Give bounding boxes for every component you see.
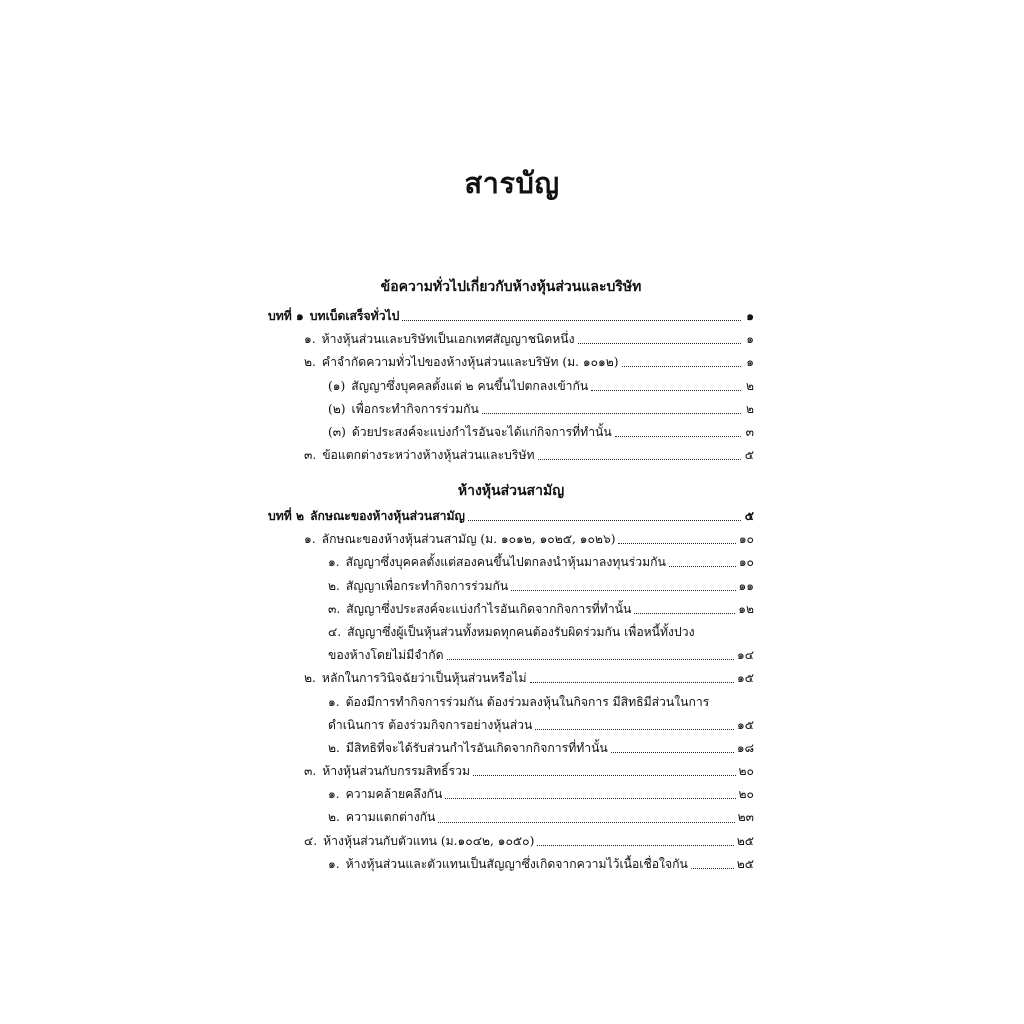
page-number: ๒๕ [736, 856, 754, 871]
entry-title: ลักษณะของห้างหุ้นส่วนสามัญ (ม. ๑๐๑๒, ๑๐๒๕, ๑๐๒๖) [321, 532, 616, 547]
section-heading-general: ข้อความทั่วไปเกี่ยวกับห้างหุ้นส่วนและบริษัท [380, 279, 642, 295]
page-number: ๑๕ [737, 717, 754, 732]
entry-title: สัญญาซึ่งผู้เป็นหุ้นส่วนทั้งหมดทุกคนต้องรับผิดร่วมกัน เพื่อหนี้ทั้งปวง [347, 624, 695, 639]
entry-number: ๓. [304, 448, 317, 463]
page-title: สารบัญ [464, 166, 560, 200]
toc-entry[interactable] [268, 575, 754, 598]
dot-leader [578, 343, 741, 344]
toc-entry[interactable] [268, 830, 754, 853]
entry-number: ๒. [304, 671, 316, 686]
toc-entry[interactable] [268, 375, 754, 398]
entry-title: ความแตกต่างกัน [345, 810, 436, 825]
dot-leader [447, 659, 735, 660]
dot-leader [669, 566, 736, 567]
dot-leader [511, 590, 735, 591]
entry-title: ความคล้ายคลึงกัน [345, 787, 443, 802]
toc-entry[interactable] [268, 621, 754, 644]
entry-number: ๑. [328, 856, 340, 871]
page-number: ๑๒ [738, 601, 754, 616]
entry-title: ห้างหุ้นส่วนและบริษัทเป็นเอกเทศสัญญาชนิดหนึ่ง [321, 332, 575, 347]
entry-title: ลักษณะของห้างหุ้นส่วนสามัญ [310, 509, 465, 523]
dot-leader [537, 845, 733, 846]
page-number: ๑ [746, 309, 754, 323]
entry-title: ด้วยประสงค์จะแบ่งกำไรอันจะได้แก่กิจการที่ทำนั้น [351, 424, 612, 439]
entry-number: ๒. [328, 810, 340, 825]
toc-entry[interactable] [268, 806, 754, 829]
dot-leader [622, 366, 741, 367]
page-number: ๑๑ [738, 578, 754, 593]
toc-entry-chapter-2[interactable] [268, 505, 754, 528]
entry-title: เพื่อกระทำกิจการร่วมกัน [351, 401, 479, 416]
toc-entry[interactable] [268, 328, 754, 351]
toc-entry[interactable] [268, 783, 754, 806]
dot-leader [530, 682, 734, 683]
toc-entry[interactable] [268, 398, 754, 421]
entry-number: ๓. [328, 601, 341, 616]
dot-leader [482, 413, 741, 414]
toc-section-ordinary-partnership [268, 505, 754, 876]
page-number: ๑๐ [738, 555, 754, 570]
entry-number: บทที่ ๒ [268, 509, 305, 523]
entry-title: สัญญาซึ่งประสงค์จะแบ่งกำไรอันเกิดจากกิจการที่ทำนั้น [346, 601, 632, 616]
entry-title: ห้างหุ้นส่วนกับกรรมสิทธิ์รวม [322, 764, 470, 779]
dot-leader [402, 320, 741, 321]
dot-leader [615, 436, 741, 437]
toc-entry[interactable] [268, 528, 754, 551]
page-number: ๑ [746, 355, 754, 370]
entry-title: หลักในการวินิจฉัยว่าเป็นหุ้นส่วนหรือไม่ [321, 671, 527, 686]
dot-leader [468, 520, 741, 521]
toc-entry-continuation[interactable] [268, 714, 754, 737]
entry-number: ๒. [328, 578, 340, 593]
toc-entry[interactable] [268, 351, 754, 374]
page-number: ๑๘ [736, 740, 754, 755]
page-number: ๑ [746, 332, 754, 347]
toc-entry[interactable] [268, 421, 754, 444]
entry-number: ๑. [328, 555, 340, 570]
toc-entry[interactable] [268, 667, 754, 690]
dot-leader [538, 459, 741, 460]
entry-number: ๑. [328, 787, 340, 802]
page-number: ๑๐ [738, 532, 754, 547]
entry-number: ๑. [328, 694, 340, 709]
entry-number: ๑. [304, 532, 316, 547]
entry-number: (๒) [328, 401, 346, 416]
entry-title: ห้างหุ้นส่วนและตัวแทนเป็นสัญญาซึ่งเกิดจากความไว้เนื้อเชื่อใจกัน [345, 856, 688, 871]
toc-entry[interactable] [268, 444, 754, 467]
entry-number: (๓) [328, 424, 346, 439]
toc-entry-chapter-1[interactable] [268, 305, 754, 328]
entry-title: บทเบ็ดเสร็จทั่วไป [309, 309, 400, 323]
page-number: ๒ [745, 378, 754, 393]
page-number: ๑๔ [737, 648, 754, 663]
entry-title: สัญญาเพื่อกระทำกิจการร่วมกัน [345, 578, 509, 593]
page-number: ๒๕ [736, 833, 754, 848]
toc-entry[interactable] [268, 691, 754, 714]
toc-entry[interactable] [268, 598, 754, 621]
dot-leader [591, 390, 741, 391]
entry-title: สัญญาซึ่งบุคคลตั้งแต่ ๒ คนขึ้นไปตกลงเข้ากัน [351, 378, 589, 393]
toc-entry[interactable] [268, 737, 754, 760]
entry-title-continuation: ดำเนินการ ต้องร่วมกิจการอย่างหุ้นส่วน [328, 717, 533, 732]
toc-entry[interactable] [268, 760, 754, 783]
entry-title: สัญญาซึ่งบุคคลตั้งแต่สองคนขึ้นไปตกลงนำหุ้นมาลงทุนร่วมกัน [345, 555, 666, 570]
page-number: ๒๐ [738, 764, 754, 779]
entry-number: ๒. [328, 740, 340, 755]
entry-number: ๔. [304, 833, 318, 848]
page-number: ๒๓ [737, 810, 754, 825]
page-number: ๓ [745, 424, 754, 439]
entry-number: (๑) [328, 378, 346, 393]
dot-leader [618, 543, 735, 544]
page-number: ๑๕ [737, 671, 754, 686]
entry-number: บทที่ ๑ [268, 309, 304, 323]
entry-title: มีสิทธิที่จะได้รับส่วนกำไรอันเกิดจากกิจการที่ทำนั้น [345, 740, 608, 755]
entry-title: คำจำกัดความทั่วไปของห้างหุ้นส่วนและบริษัท (ม. ๑๐๑๒) [321, 355, 619, 370]
dot-leader [535, 729, 734, 730]
toc-section-general [268, 305, 754, 467]
page-number: ๒๐ [738, 787, 754, 802]
entry-title: ต้องมีการทำกิจการร่วมกัน ต้องร่วมลงหุ้นในกิจการ มีสิทธิมีส่วนในการ [345, 694, 710, 709]
entry-title: ห้างหุ้นส่วนกับตัวแทน (ม.๑๐๔๒, ๑๐๕๐) [323, 833, 535, 848]
page-number: ๕ [744, 509, 754, 523]
entry-number: ๓. [304, 764, 317, 779]
dot-leader [691, 868, 734, 869]
dot-leader [634, 613, 735, 614]
dot-leader [611, 752, 734, 753]
entry-title-continuation: ของห้างโดยไม่มีจำกัด [328, 648, 444, 663]
toc-entry[interactable] [268, 551, 754, 574]
dot-leader [473, 775, 736, 776]
entry-title: ข้อแตกต่างระหว่างห้างหุ้นส่วนและบริษัท [322, 448, 535, 463]
toc-entry[interactable] [268, 853, 754, 876]
dot-leader [445, 798, 735, 799]
entry-number: ๔. [328, 624, 342, 639]
page-number: ๒ [745, 401, 754, 416]
entry-number: ๒. [304, 355, 316, 370]
toc-entry-continuation[interactable] [268, 644, 754, 667]
entry-number: ๑. [304, 332, 316, 347]
section-heading-ordinary-partnership: ห้างหุ้นส่วนสามัญ [457, 483, 565, 499]
dot-leader [438, 822, 734, 823]
page-number: ๕ [744, 448, 754, 463]
